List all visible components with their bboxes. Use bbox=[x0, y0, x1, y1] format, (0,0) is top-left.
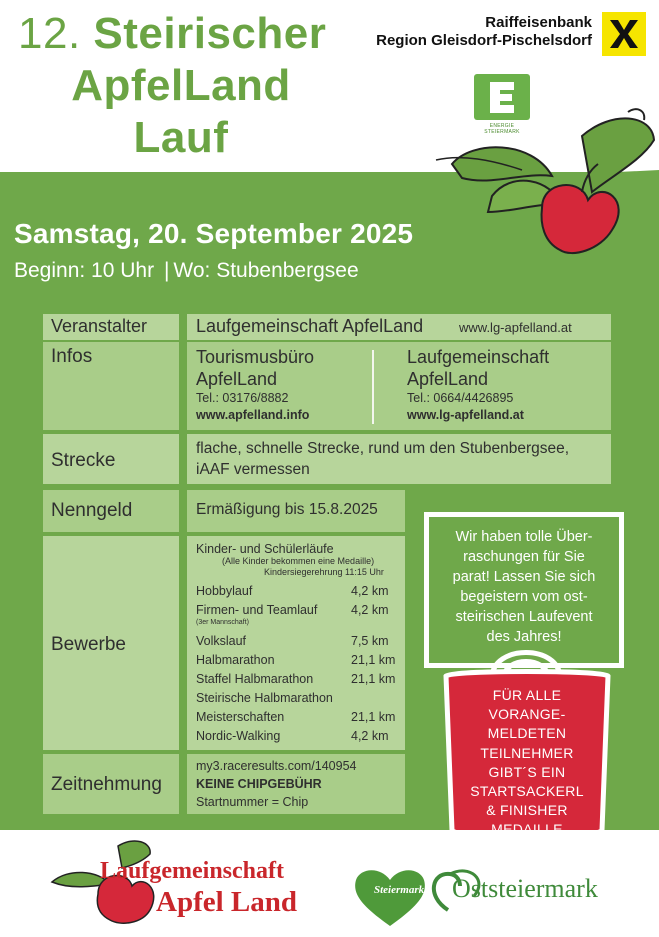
infos-left-line1: Tourismusbüro bbox=[196, 347, 315, 367]
infos-right bbox=[407, 346, 549, 424]
bewerb-row bbox=[196, 672, 406, 686]
steiermark-heart-text: Steiermark bbox=[374, 884, 425, 896]
bewerb-name: Halbmarathon bbox=[196, 653, 275, 667]
bewerb-dist: 4,2 km bbox=[351, 603, 389, 617]
title-line2: ApfelLand bbox=[71, 61, 291, 110]
title-number: 12. bbox=[18, 9, 81, 58]
veranstalter-label: Veranstalter bbox=[51, 316, 148, 336]
bewerb-name: Meisterschaften bbox=[196, 710, 285, 724]
zeitnehmung-line1: my3.raceresults.com/140954 bbox=[196, 759, 357, 773]
bewerb-note: (3er Mannschaft) bbox=[196, 619, 249, 626]
veranstalter-name: Laufgemeinschaft ApfelLand bbox=[196, 316, 424, 336]
lg-logo-line2: Apfel Land bbox=[156, 886, 298, 918]
bewerb-row bbox=[196, 653, 406, 667]
event-start: Beginn: 10 Uhr bbox=[14, 259, 155, 282]
bewerb-name: Nordic-Walking bbox=[196, 729, 281, 743]
bewerbe-label: Bewerbe bbox=[51, 634, 126, 655]
bag-line: FÜR ALLE bbox=[492, 687, 562, 703]
promo-line: raschungen für Sie bbox=[463, 549, 585, 565]
bewerb-dist: 21,1 km bbox=[351, 653, 396, 667]
energie-caption: ENERGIE STEIERMARK bbox=[484, 123, 520, 135]
bag-line: VORANGE- bbox=[488, 706, 566, 723]
infos-right-line2: ApfelLand bbox=[407, 369, 489, 389]
promo-line: des Jahres! bbox=[486, 629, 562, 645]
bewerb-row bbox=[196, 691, 406, 705]
bewerb-dist: 4,2 km bbox=[351, 729, 389, 743]
steiermark-heart-logo bbox=[352, 866, 428, 928]
zeitnehmung-label: Zeitnehmung bbox=[51, 774, 162, 795]
title-line3: Lauf bbox=[133, 113, 229, 162]
strecke-label: Strecke bbox=[51, 450, 116, 471]
infos-left-tel: Tel.: 03176/8882 bbox=[196, 391, 289, 405]
infos-divider bbox=[372, 350, 374, 424]
bewerb-row bbox=[196, 603, 406, 617]
kids-note: (Alle Kinder bekommen eine Medaille) bbox=[222, 556, 375, 566]
raiffeisen-logo bbox=[602, 12, 646, 56]
zeitnehmung-line3: Startnummer = Chip bbox=[196, 795, 309, 809]
event-location: Wo: Stubenbergsee bbox=[173, 259, 359, 282]
separator: | bbox=[163, 259, 170, 282]
promo-line: begeistern vom ost- bbox=[460, 589, 588, 605]
bewerb-dist: 21,1 km bbox=[351, 710, 396, 724]
bewerb-name: Volkslauf bbox=[196, 634, 247, 648]
bewerb-dist: 4,2 km bbox=[351, 584, 389, 598]
bewerb-name: Staffel Halbmarathon bbox=[196, 672, 314, 686]
bewerb-name: Firmen- und Teamlauf bbox=[196, 603, 318, 617]
nenngeld-label: Nenngeld bbox=[51, 500, 133, 521]
title-line1: Steirischer bbox=[93, 9, 327, 58]
infos-left-line2: ApfelLand bbox=[196, 369, 278, 389]
zeitnehmung-text bbox=[196, 757, 357, 811]
bag-text bbox=[454, 686, 600, 840]
veranstalter-url: www.lg-apfelland.at bbox=[459, 320, 572, 335]
oststeiermark-text: Oststeiermark bbox=[452, 874, 598, 903]
infos-left bbox=[196, 346, 314, 424]
bewerb-dist: 7,5 km bbox=[351, 634, 389, 648]
sponsor-raiffeisen bbox=[356, 14, 592, 50]
infos-left-web: www.apfelland.info bbox=[196, 408, 310, 422]
bewerb-name: Hobbylauf bbox=[196, 584, 253, 598]
lg-logo-line1: Laufgemeinschaft bbox=[100, 858, 284, 884]
infos-right-line1: Laufgemeinschaft bbox=[407, 347, 550, 367]
strecke-line1: flache, schnelle Strecke, rund um den Stubenbergsee, bbox=[196, 440, 570, 457]
flying-apple-illustration bbox=[432, 100, 659, 272]
kids-ceremony: Kindersiegerehrung 11:15 Uhr bbox=[264, 567, 384, 577]
bag-line: TEILNEHMER bbox=[480, 744, 574, 761]
bewerb-name: Steirische Halbmarathon bbox=[196, 691, 333, 705]
bewerb-dist: 21,1 km bbox=[351, 672, 396, 686]
promo-line: Wir haben tolle Über- bbox=[455, 529, 593, 545]
zeitnehmung-line2: KEINE CHIPGEBÜHR bbox=[196, 777, 322, 791]
bewerb-row bbox=[196, 584, 406, 598]
bag-line: & FINISHER bbox=[486, 802, 568, 819]
infos-label: Infos bbox=[51, 346, 93, 367]
bag-line: STARTSACKERL bbox=[470, 783, 584, 800]
infos-right-tel: Tel.: 0664/4426895 bbox=[407, 391, 514, 405]
promo-line: steirischen Laufevent bbox=[455, 609, 593, 625]
nenngeld-value: Ermäßigung bis 15.8.2025 bbox=[196, 501, 378, 518]
event-date: Samstag, 20. September 2025 bbox=[14, 218, 414, 249]
bewerb-row bbox=[196, 634, 406, 648]
strecke-line2: iAAF vermessen bbox=[196, 461, 310, 478]
bag-line: MELDETEN bbox=[487, 725, 567, 742]
event-title bbox=[16, 8, 346, 164]
bank-line1: Raiffeisenbank bbox=[485, 14, 592, 31]
bewerb-row bbox=[196, 710, 406, 724]
bewerb-row bbox=[196, 729, 406, 743]
promo-line: parat! Lassen Sie sich bbox=[452, 569, 596, 585]
event-time-location bbox=[14, 259, 359, 283]
bag-line: GIBT´S EIN bbox=[488, 763, 566, 780]
kids-title: Kinder- und Schülerläufe bbox=[196, 542, 334, 556]
bank-line2: Region Gleisdorf-Pischelsdorf bbox=[376, 32, 592, 49]
strecke-text bbox=[196, 438, 569, 480]
infos-right-web: www.lg-apfelland.at bbox=[407, 408, 524, 422]
